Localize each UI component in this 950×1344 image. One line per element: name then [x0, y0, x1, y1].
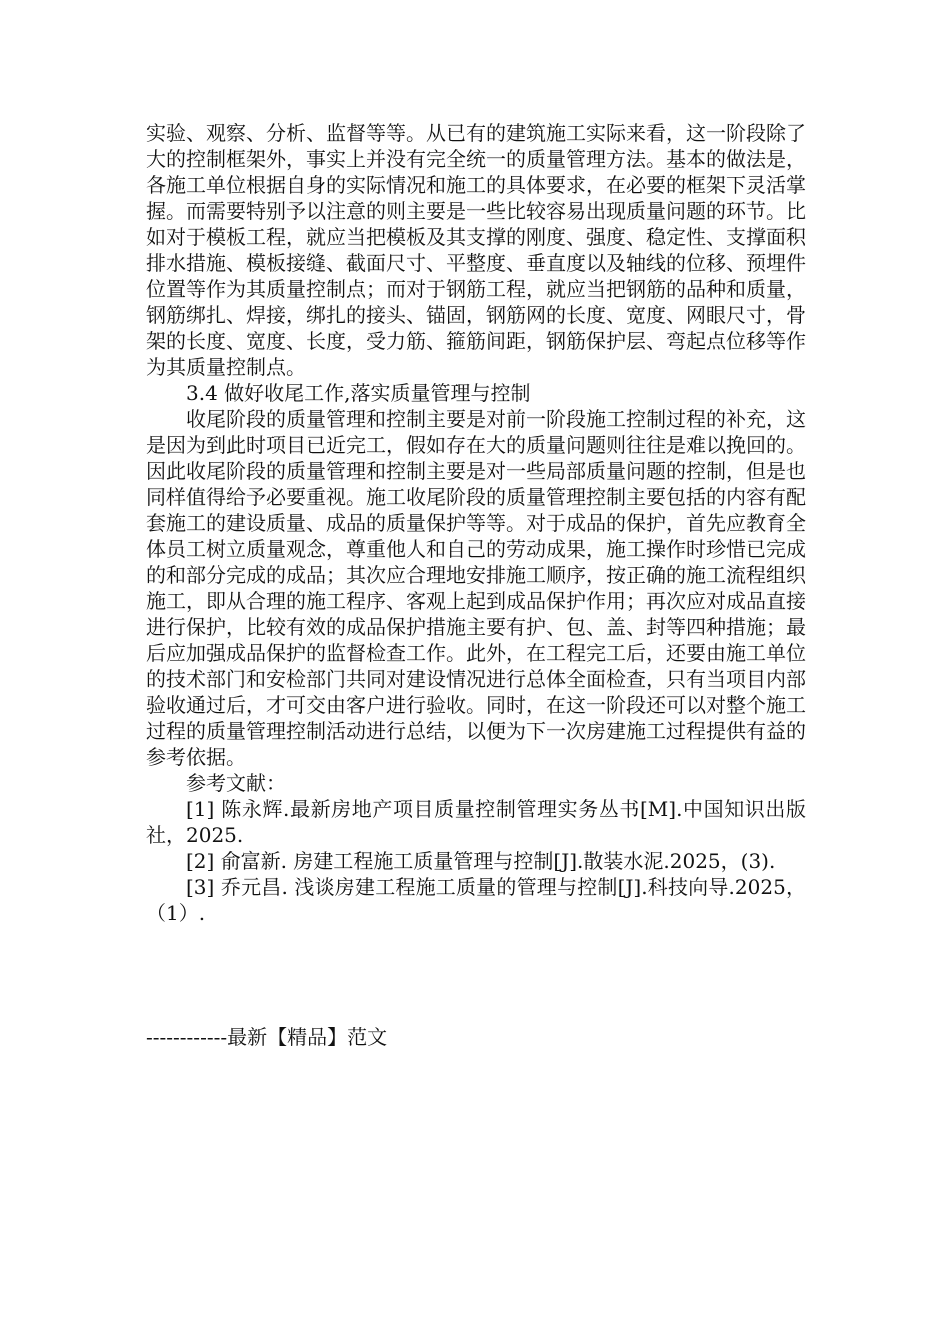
section-heading-3-4: 3.4 做好收尾工作,落实质量管理与控制	[186, 381, 531, 405]
reference-item-2: [2] 俞富新. 房建工程施工质量管理与控制[J].散装水泥.2025，(3).	[186, 849, 776, 873]
paragraph-closing-stage: 收尾阶段的质量管理和控制主要是对前一阶段施工控制过程的补充，这是因为到此时项目已近完工，假如存在大的质量问题则往往是难以挽回的。因此收尾阶段的质量管理和控制主要是对一些局部质量问题的控制，但是也同样值得给予必要重视。施工收尾阶段的质量管理控制主要包括的内容有配套施工的建设质量、成品的质量保护等等。对于成品的保护，首先应教育全体员工树立质量观念，尊重他人和自己的劳动成果，施工操作时珍惜已完成的和部分完成的成品；其次应合理地安排施工顺序，按正确的施工流程组织施工，即从合理的施工程序、客观上起到成品保护作用；再次应对成品直接进行保护，比较有效的成品保护措施主要有护、包、盖、封等四种措施；最后应加强成品保护的监督检查工作。此外，在工程完工后，还要由施工单位的技术部门和安检部门共同对建设情况进行总体全面检查，只有当项目内部验收通过后，才可交由客户进行验收。同时，在这一阶段还可以对整个施工过程的质量管理控制活动进行总结，以便为下一次房建施工过程提供有益的参考依据。	[146, 407, 806, 769]
footer-text: ------------最新【精品】范文	[146, 1025, 388, 1049]
references-heading: 参考文献：	[186, 771, 286, 795]
reference-item-1: [1] 陈永辉.最新房地产项目质量控制管理实务丛书[M].中国知识出版社，2025.	[146, 797, 806, 847]
paragraph-construction-control: 实验、观察、分析、监督等等。从已有的建筑施工实际来看，这一阶段除了大的控制框架外，事实上并没有完全统一的质量管理方法。基本的做法是，各施工单位根据自身的实际情况和施工的具体要求，在必要的框架下灵活掌握。而需要特别予以注意的则主要是一些比较容易出现质量问题的环节。比如对于模板工程，就应当把模板及其支撑的刚度、强度、稳定性、支撑面积排水措施、模板接缝、截面尺寸、平整度、垂直度以及轴线的位移、预埋件位置等作为其质量控制点；而对于钢筋工程，就应当把钢筋的品种和质量，钢筋绑扎、焊接，绑扎的接头、锚固，钢筋网的长度、宽度、网眼尺寸，骨架的长度、宽度、长度，受力筋、箍筋间距，钢筋保护层、弯起点位移等作为其质量控制点。	[146, 121, 806, 379]
reference-item-3: [3] 乔元昌. 浅谈房建工程施工质量的管理与控制[J].科技向导.2025，（1）.	[146, 875, 806, 925]
document-body	[146, 120, 806, 926]
